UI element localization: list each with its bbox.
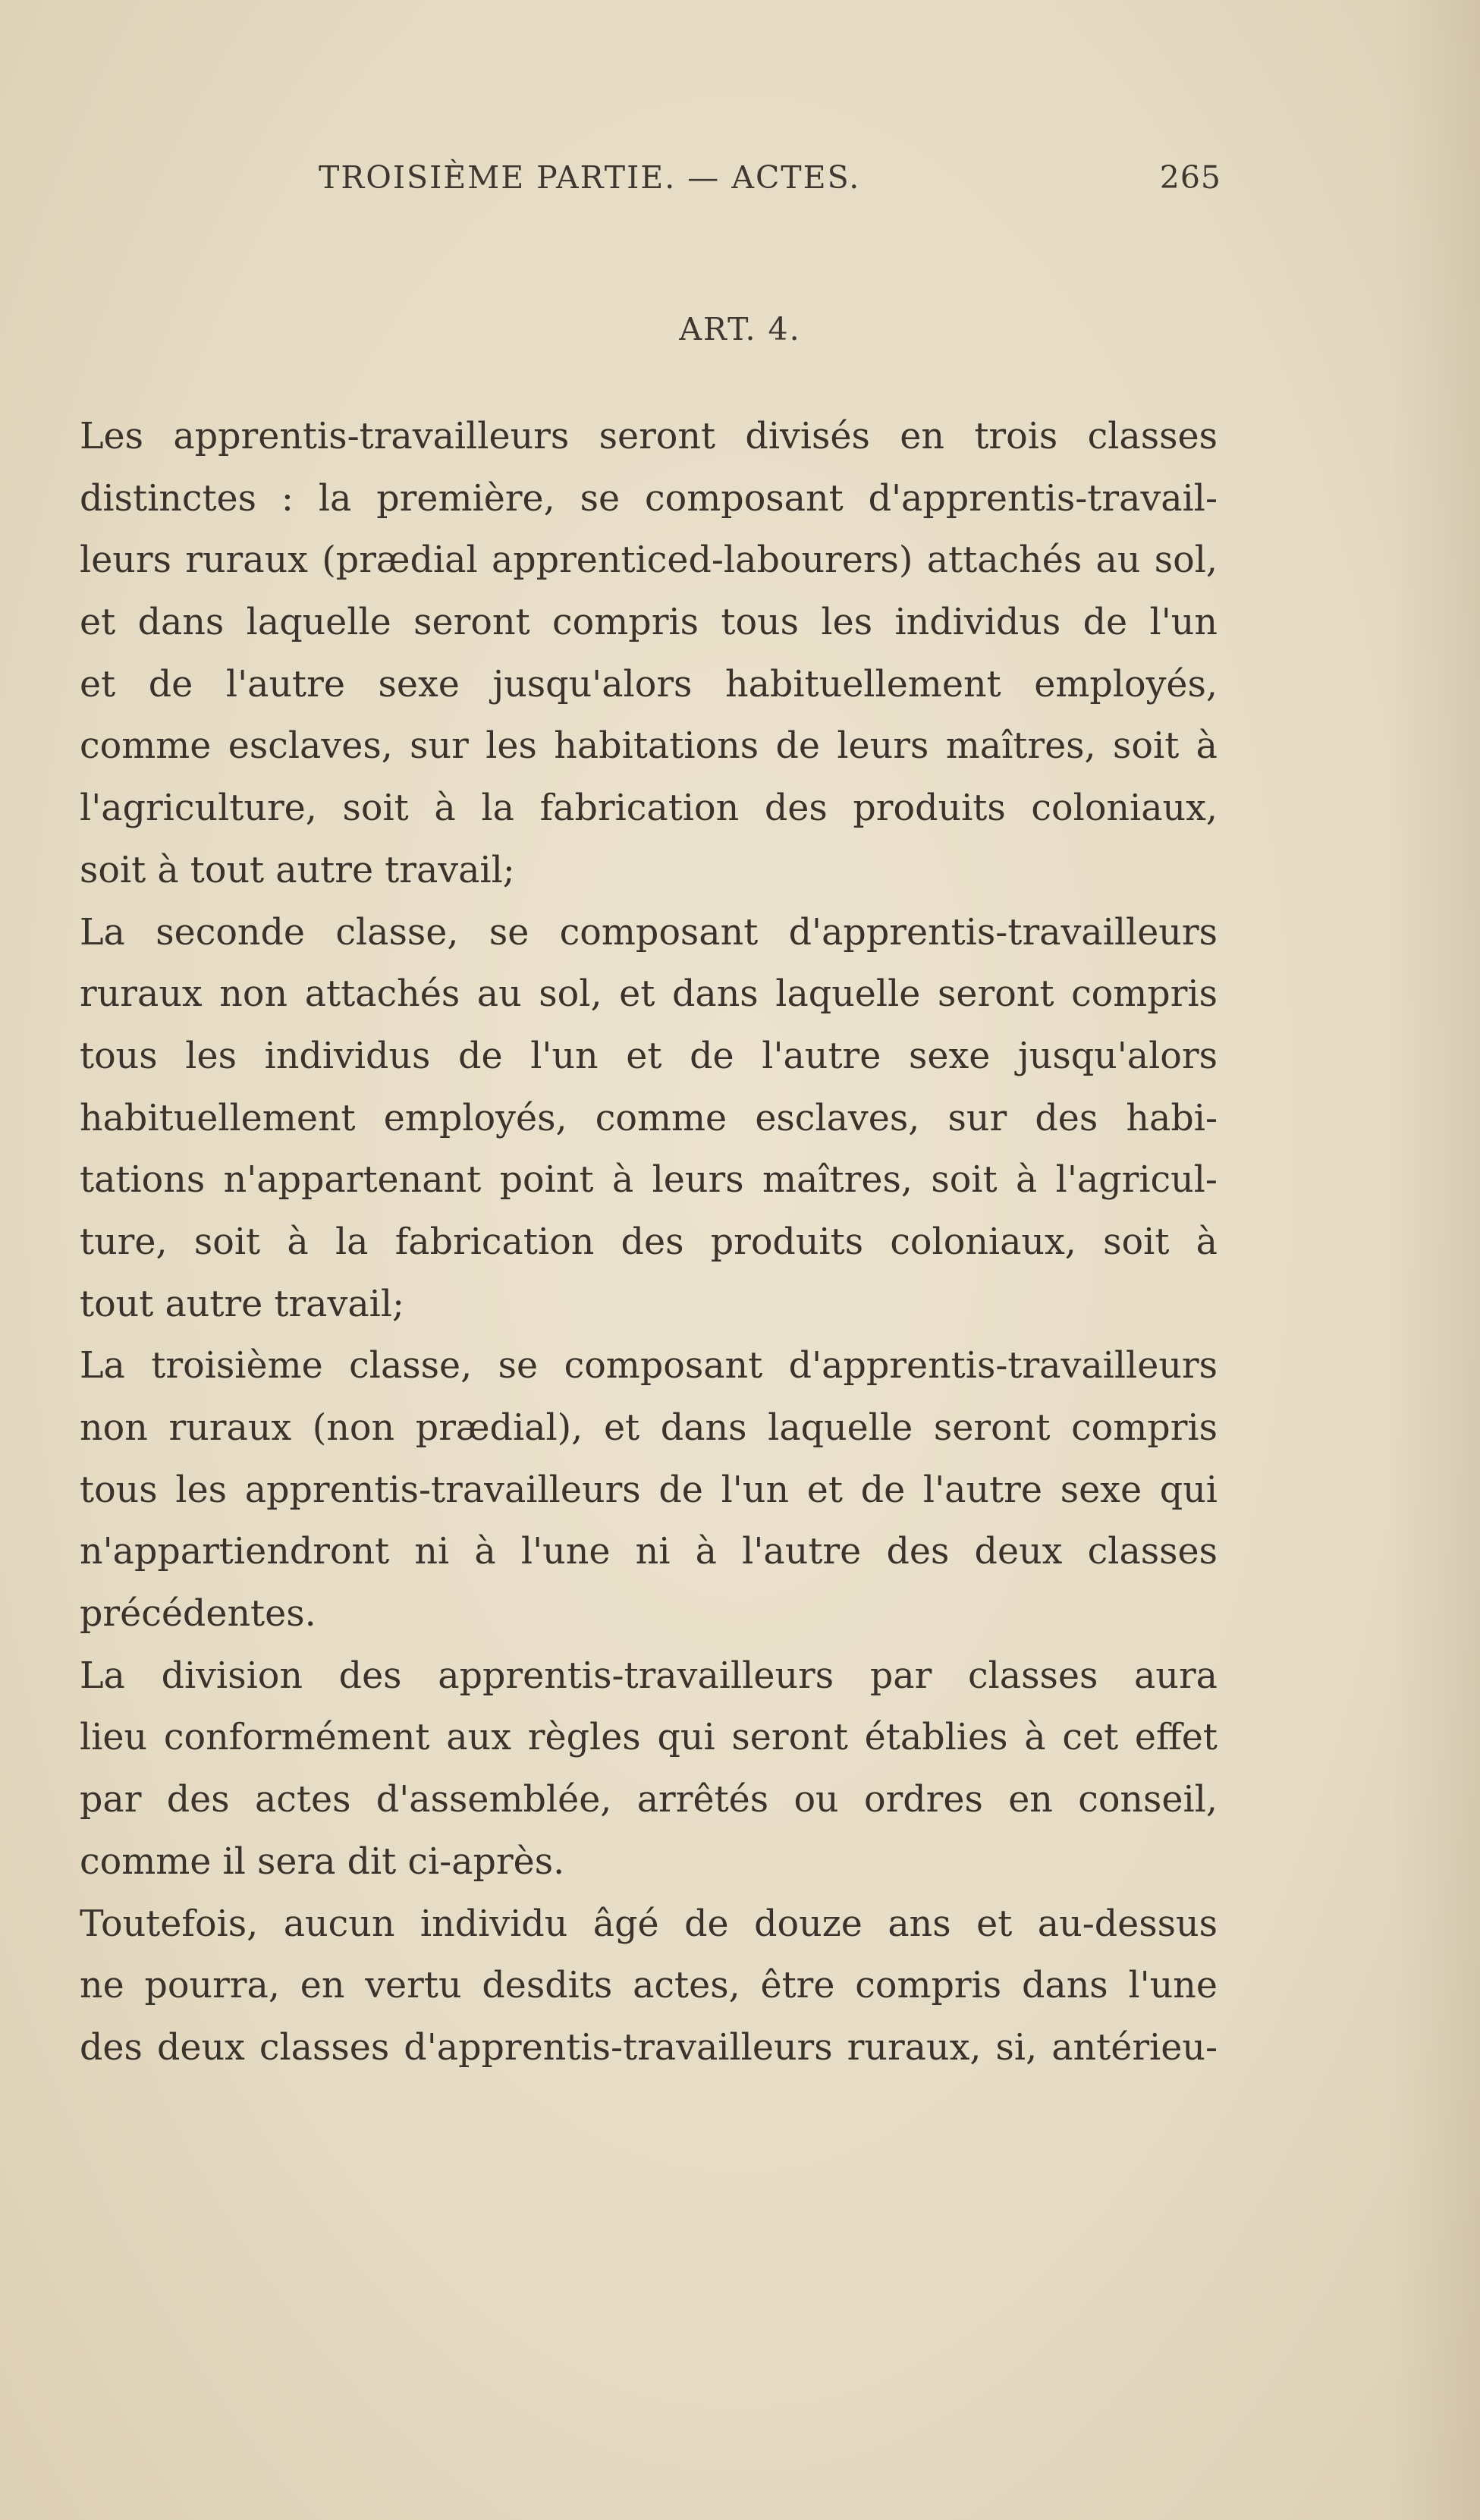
text-line: et de l'autre sexe jusqu'alors habituellement employés, [80, 663, 1218, 705]
text-line: tous les apprentis-travailleurs de l'un et de l'autre sexe qui [80, 1469, 1218, 1511]
page-header [319, 159, 1221, 205]
text-line: ture, soit à la fabrication des produits coloniaux, soit à [80, 1221, 1218, 1263]
text-line: distinctes : la première, se composant d'apprentis-travail- [80, 477, 1218, 520]
text-line: La seconde classe, se composant d'apprentis-travailleurs [80, 911, 1218, 954]
text-line: lieu conformément aux règles qui seront établies à cet effet [80, 1717, 1218, 1759]
text-line: comme esclaves, sur les habitations de leurs maîtres, soit à [80, 725, 1218, 768]
text-line: l'agriculture, soit à la fabrication des produits coloniaux, [80, 787, 1218, 830]
running-head: TROISIÈME PARTIE. — ACTES. [319, 159, 861, 196]
text-line: des deux classes d'apprentis-travailleurs ruraux, si, antérieu- [80, 2026, 1218, 2069]
text-line: non ruraux (non prædial), et dans laquelle seront compris [80, 1407, 1218, 1449]
article-heading: ART. 4. [679, 311, 801, 347]
text-line: tous les individus de l'un et de l'autre sexe jusqu'alors [80, 1035, 1218, 1077]
text-line: La troisième classe, se composant d'apprentis-travailleurs [80, 1345, 1218, 1387]
text-line: habituellement employés, comme esclaves, sur des habi- [80, 1097, 1218, 1139]
text-line: ruraux non attachés au sol, et dans laquelle seront compris [80, 973, 1218, 1016]
text-line: La division des apprentis-travailleurs par classes aura [80, 1654, 1218, 1697]
text-line: comme il sera dit ci-après. [80, 1840, 565, 1883]
text-line: n'appartiendront ni à l'une ni à l'autre des deux classes [80, 1531, 1218, 1573]
text-line: tout autre travail; [80, 1283, 405, 1325]
body-text [80, 406, 1218, 2079]
text-line: Toutefois, aucun individu âgé de douze ans et au-dessus [80, 1903, 1218, 1945]
text-line: et dans laquelle seront compris tous les individus de l'un [80, 602, 1218, 644]
text-line: soit à tout autre travail; [80, 849, 515, 891]
text-line: leurs ruraux (prædial apprenticed-labourers) attachés au sol, [80, 539, 1218, 582]
text-line: ne pourra, en vertu desdits actes, être compris dans l'une [80, 1965, 1218, 2007]
text-line: Les apprentis-travailleurs seront divisés en trois classes [80, 416, 1218, 457]
text-line: tations n'appartenant point à leurs maîtres, soit à l'agricul- [80, 1159, 1218, 1202]
page-edge-shadow [1389, 0, 1480, 2520]
page-number: 265 [1159, 159, 1221, 196]
text-line: précédentes. [80, 1593, 316, 1635]
text-line: par des actes d'assemblée, arrêtés ou ordres en conseil, [80, 1779, 1218, 1821]
